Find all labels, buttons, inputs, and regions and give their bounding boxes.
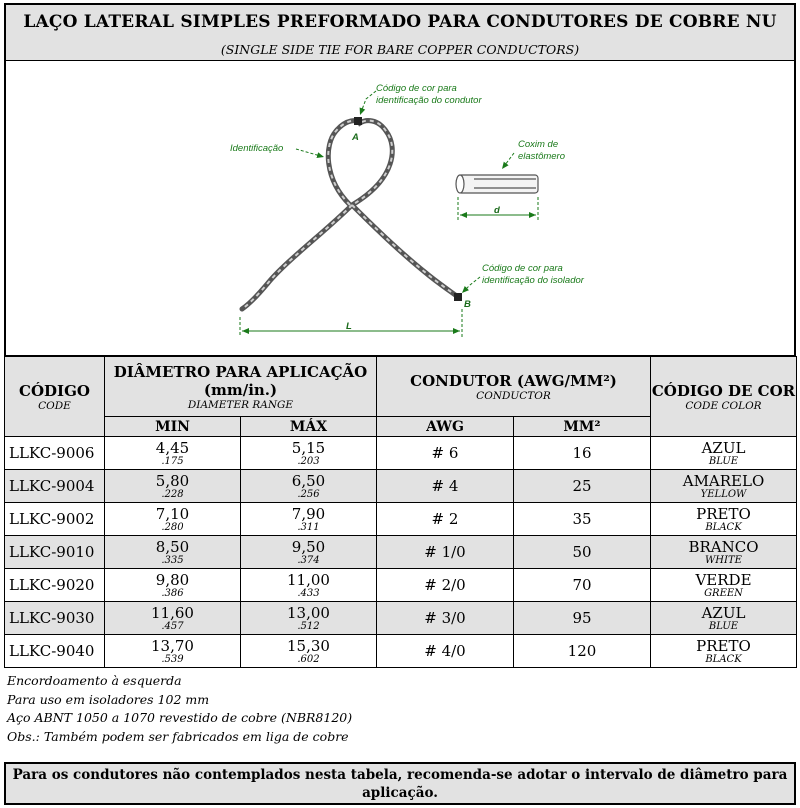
- header-code: CÓDIGO CODE: [5, 357, 105, 437]
- label-a: A: [352, 132, 359, 143]
- note-line: Encordoamento à esquerda: [7, 673, 182, 688]
- tie-drawing-svg: [6, 61, 798, 357]
- note-line: Para uso em isoladores 102 mm: [7, 691, 210, 707]
- label-b: B: [464, 299, 471, 310]
- table-row: LLKC-9040 13,70 .539 15,30 .602 # 4/0 120 PRETO BLACK: [5, 635, 797, 668]
- header-awg: AWG: [377, 417, 514, 437]
- table-row: LLKC-9002 7,10 .280 7,90 .311 # 2 35 PRETO BLACK: [5, 503, 797, 536]
- header-mm2: MM²: [514, 417, 651, 437]
- label-coxim-2: elastômero: [518, 151, 565, 162]
- spec-table: [4, 356, 797, 668]
- label-coxim-1: Coxim de: [518, 139, 559, 150]
- label-color-insulator-1: Código de cor para: [482, 263, 563, 274]
- label-color-insulator-2: identificação do isolador: [482, 275, 584, 286]
- header-max: MÁX: [241, 417, 377, 437]
- label-color-conductor-2: identificação do condutor: [376, 95, 482, 106]
- header-color: CÓDIGO DE COR CODE COLOR: [651, 357, 797, 437]
- note-line: Obs.: Também podem ser fabricados em liga de cobre: [7, 728, 349, 744]
- elastomer-sleeve: [456, 175, 538, 193]
- header-conductor: CONDUTOR (AWG/MM²) CONDUCTOR: [377, 357, 651, 417]
- product-drawing: [4, 61, 796, 357]
- note-line: Aço ABNT 1050 a 1070 revestido de cobre (NBR8120): [7, 710, 353, 725]
- table-row: LLKC-9030 11,60 .457 13,00 .512 # 3/0 95 AZUL BLUE: [5, 602, 797, 635]
- notes: [7, 672, 352, 746]
- marker-b: [454, 293, 462, 301]
- tie-leg-right: [352, 205, 458, 297]
- header-min: MIN: [105, 417, 241, 437]
- tie-loop: [328, 121, 392, 205]
- marker-a: [354, 117, 362, 125]
- table-row: LLKC-9006 4,45 .175 5,15 .203 # 6 16 AZUL BLUE: [5, 437, 797, 470]
- page-subtitle: (SINGLE SIDE TIE FOR BARE COPPER CONDUCTORS): [220, 42, 580, 57]
- label-identificacao: Identificação: [230, 143, 284, 154]
- page-title: LAÇO LATERAL SIMPLES PREFORMADO PARA CONDUTORES DE COBRE NU: [23, 12, 777, 32]
- page-header: [4, 3, 796, 62]
- label-color-conductor-1: Código de cor para: [376, 83, 457, 94]
- header-diameter: DIÂMETRO PARA APLICAÇÃO (mm/in.) DIAMETER RANGE: [105, 357, 377, 417]
- table-row: LLKC-9020 9,80 .386 11,00 .433 # 2/0 70 VERDE GREEN: [5, 569, 797, 602]
- table-row: LLKC-9010 8,50 .335 9,50 .374 # 1/0 50 BRANCO WHITE: [5, 536, 797, 569]
- label-l: L: [346, 321, 352, 332]
- footer-note: Para os condutores não contemplados nesta tabela, recomenda-se adotar o intervalo de diâmetro para aplicação.: [4, 762, 796, 805]
- label-d: d: [494, 205, 500, 216]
- table-row: LLKC-9004 5,80 .228 6,50 .256 # 4 25 AMARELO YELLOW: [5, 470, 797, 503]
